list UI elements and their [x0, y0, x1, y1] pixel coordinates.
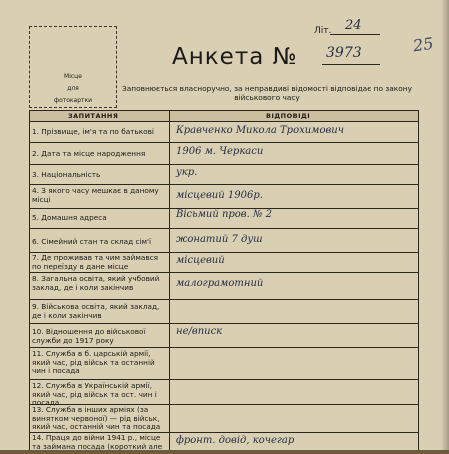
question-cell: 8. Загальна освіта, який учбовий заклад, де і коли закінчив: [32, 274, 160, 292]
table-row: [30, 252, 418, 273]
answer-cell: малограмотний: [176, 278, 264, 289]
lit-label: Літ.: [314, 26, 332, 36]
answer-cell: Вісьмий пров. № 2: [176, 209, 272, 220]
question-cell: 11. Служба в б. царській армії, який час, рід військ та останній чин і посада: [32, 349, 155, 375]
table-row: [30, 432, 418, 454]
answer-cell: місцевий: [176, 255, 225, 266]
photo-label-line3: фотокартки: [53, 97, 93, 104]
table-row: [30, 404, 418, 433]
table-row: [30, 184, 418, 209]
answer-cell: місцевий 1906р.: [176, 190, 263, 201]
anketa-number-underline: [322, 64, 380, 65]
lit-value: 24: [345, 18, 362, 33]
question-cell: 10. Відношення до військової служби до 1917 року: [32, 327, 146, 345]
question-cell: 9. Військова освіта, який заклад, де і коли закінчив: [32, 302, 160, 320]
question-cell: 4. З якого часу мешкає в даному місці: [32, 186, 159, 204]
lit-underline: [330, 34, 380, 35]
photo-placeholder: [29, 26, 117, 108]
anketa-number: 3973: [326, 45, 362, 61]
answer-cell: жонатий 7 душ: [176, 234, 263, 245]
question-cell: 14. Праця до війни 1941 р., місце та займана посада (короткий але: [32, 433, 163, 451]
question-cell: 7. Де проживав та чим займався по переїзду в дане місце: [32, 253, 159, 271]
table-row: [30, 208, 418, 229]
table-row: [30, 323, 418, 348]
table-row: [30, 272, 418, 300]
question-cell: 13. Служба в інших арміях (за винятком червоної) — рід військ, який час, останній чин та посада: [32, 405, 161, 431]
photo-label-line2: для: [67, 85, 79, 92]
answer-cell: 1906 м. Черкаси: [176, 146, 264, 157]
answer-cell: не/вписк: [176, 326, 223, 337]
table-row: [30, 142, 418, 165]
question-cell: 1. Прізвище, ім'я та по батькові: [32, 127, 154, 136]
form-title: Анкета №: [172, 44, 298, 70]
corner-page-number: 25: [411, 33, 435, 56]
question-cell: 12. Служба в Українській армії, який час, рід військ та ост. чин і посада: [32, 381, 157, 407]
questionnaire-table: [29, 110, 419, 450]
table-row: [30, 164, 418, 185]
table-row: [30, 379, 418, 405]
question-cell: 3. Національність: [32, 170, 101, 179]
table-row: [30, 228, 418, 253]
answer-cell: Кравченко Микола Трохимович: [176, 125, 344, 136]
table-row: [30, 120, 418, 143]
question-cell: 5. Домашня адреса: [32, 213, 107, 222]
photo-label-line1: Місце: [64, 73, 82, 80]
header-answers: ВІДПОВІДІ: [266, 112, 311, 120]
form-subtitle: Заповнюється власноручно, за неправдиві відомості відповідає по закону військового часу: [122, 84, 412, 102]
answer-cell: фронт. довід, кочегар: [176, 435, 295, 446]
table-row: [30, 347, 418, 380]
answer-cell: укр.: [176, 167, 198, 178]
header-questions: ЗАПИТАННЯ: [68, 112, 119, 120]
question-cell: 6. Сімейний стан та склад сім'ї: [32, 237, 152, 246]
question-cell: 2. Дата та місце народження: [32, 149, 146, 158]
table-row: [30, 299, 418, 324]
